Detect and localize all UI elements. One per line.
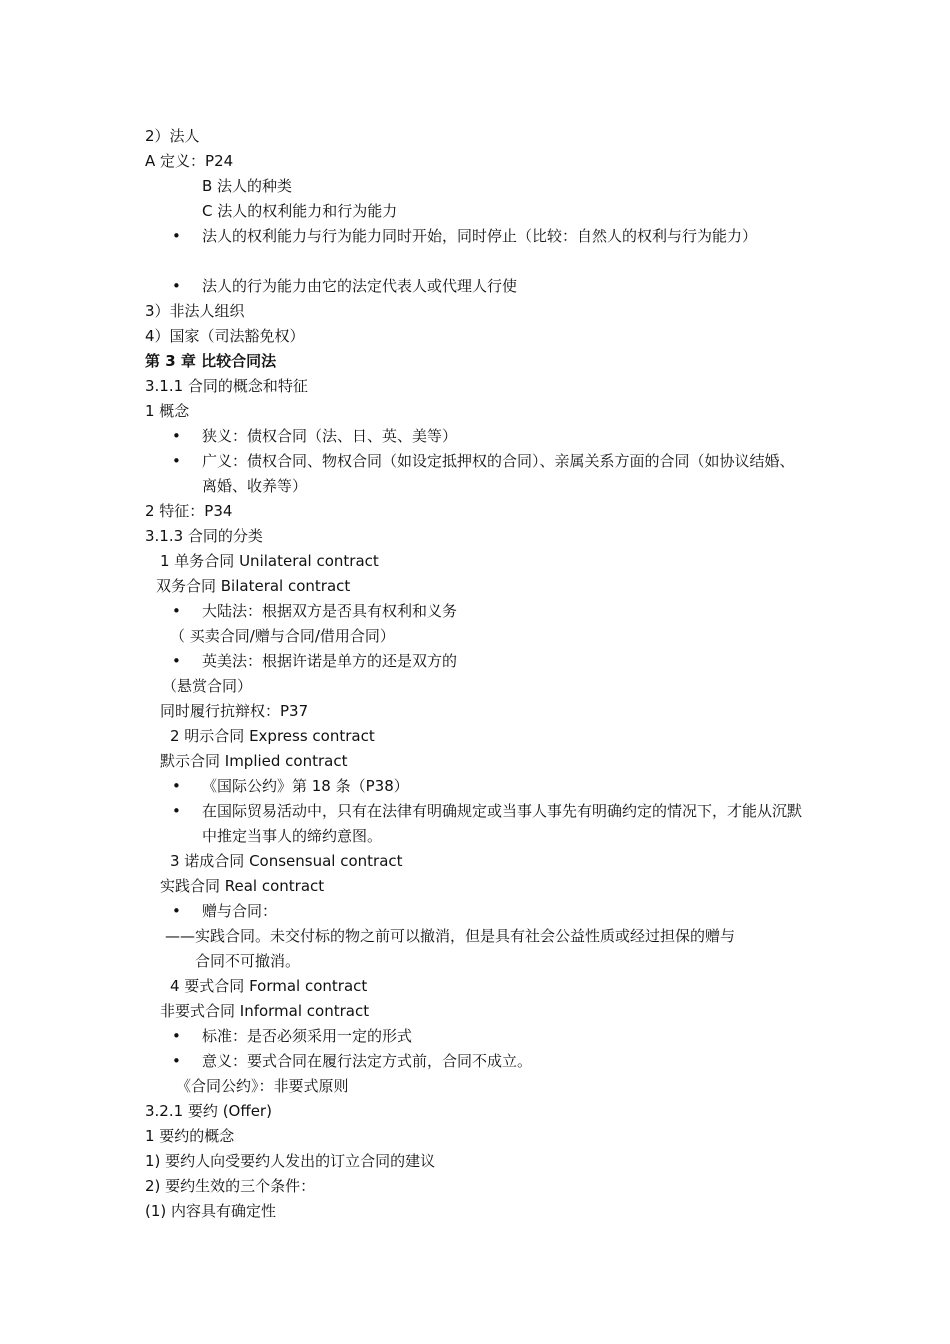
line-types: B 法人的种类 bbox=[202, 177, 293, 195]
bullet-icon: • bbox=[172, 802, 181, 820]
line-features: 2 特征：P34 bbox=[145, 502, 233, 520]
line-capacity: C 法人的权利能力和行为能力 bbox=[202, 202, 398, 220]
bullet-item: • 大陆法：根据双方是否具有权利和义务 bbox=[0, 599, 950, 624]
line-implied: 默示合同 Implied contract bbox=[160, 752, 348, 770]
line-gift-note: ——实践合同。未交付标的物之前可以撤消，但是具有社会公益性质或经过担保的赠与 合同不可撤消。 bbox=[165, 927, 736, 970]
line-offer-definition: 1) 要约人向受要约人发出的订立合同的建议 bbox=[145, 1152, 436, 1170]
line-certainty: (1) 内容具有确定性 bbox=[145, 1202, 277, 1220]
bullet-icon: • bbox=[172, 427, 181, 445]
bullet-icon: • bbox=[172, 1027, 181, 1045]
line-consensual: 3 诺成合同 Consensual contract bbox=[170, 852, 403, 870]
bullet-icon: • bbox=[172, 602, 181, 620]
bullet-item: • 标准：是否必须采用一定的形式 bbox=[0, 1024, 950, 1049]
bullet-item: • 意义：要式合同在履行法定方式前，合同不成立。 bbox=[0, 1049, 950, 1074]
line-express: 2 明示合同 Express contract bbox=[170, 727, 375, 745]
bullet-item: • 狭义：债权合同（法、日、英、美等） bbox=[0, 424, 950, 449]
bullet-item: • 英美法：根据许诺是单方的还是双方的 bbox=[0, 649, 950, 674]
bullet-item: • 赠与合同： bbox=[0, 899, 950, 924]
bullet-item: • 法人的权利能力与行为能力同时开始，同时停止（比较：自然人的权利与行为能力） bbox=[0, 224, 950, 274]
bullet-icon: • bbox=[172, 652, 181, 670]
line-examples: （ 买卖合同/赠与合同/借用合同） bbox=[170, 627, 395, 645]
bullet-icon: • bbox=[172, 277, 181, 295]
document-body bbox=[0, 124, 950, 1224]
bullet-item: • 法人的行为能力由它的法定代表人或代理人行使 bbox=[0, 274, 950, 299]
bullet-icon: • bbox=[172, 902, 181, 920]
section-heading: 3.2.1 要约 (Offer) bbox=[145, 1102, 272, 1120]
line-concept: 1 概念 bbox=[145, 402, 190, 420]
bullet-icon: • bbox=[172, 227, 181, 245]
line-real: 实践合同 Real contract bbox=[160, 877, 325, 895]
line-definition: A 定义：P24 bbox=[145, 152, 234, 170]
bullet-item: • 《国际公约》第 18 条（P38） bbox=[0, 774, 950, 799]
line-non-legal-org: 3）非法人组织 bbox=[145, 302, 245, 320]
line-bilateral: 双务合同 Bilateral contract bbox=[156, 577, 351, 595]
bullet-icon: • bbox=[172, 1052, 181, 1070]
line-formal: 4 要式合同 Formal contract bbox=[170, 977, 368, 995]
bullet-item: • 在国际贸易活动中，只有在法律有明确规定或当事人事先有明确约定的情况下，才能从沉默中推定当事人的缔约意图。 bbox=[0, 799, 950, 849]
line-reward-contract: （悬赏合同） bbox=[162, 677, 253, 695]
line-legal-person: 2）法人 bbox=[145, 127, 200, 145]
line-defense-right: 同时履行抗辩权：P37 bbox=[160, 702, 309, 720]
line-informal: 非要式合同 Informal contract bbox=[160, 1002, 370, 1020]
bullet-icon: • bbox=[172, 452, 181, 470]
line-offer-concept: 1 要约的概念 bbox=[145, 1127, 235, 1145]
section-heading: 3.1.1 合同的概念和特征 bbox=[145, 377, 308, 395]
chapter-heading: 第 3 章 比较合同法 bbox=[145, 352, 277, 370]
bullet-icon: • bbox=[172, 777, 181, 795]
bullet-item: • 广义：债权合同、物权合同（如设定抵押权的合同）、亲属关系方面的合同（如协议结婚、离婚、收养等） bbox=[0, 449, 950, 499]
section-heading: 3.1.3 合同的分类 bbox=[145, 527, 263, 545]
line-convention: 《合同公约》：非要式原则 bbox=[176, 1077, 349, 1095]
line-unilateral: 1 单务合同 Unilateral contract bbox=[160, 552, 379, 570]
line-state: 4）国家（司法豁免权） bbox=[145, 327, 305, 345]
line-offer-conditions: 2) 要约生效的三个条件： bbox=[145, 1177, 316, 1195]
